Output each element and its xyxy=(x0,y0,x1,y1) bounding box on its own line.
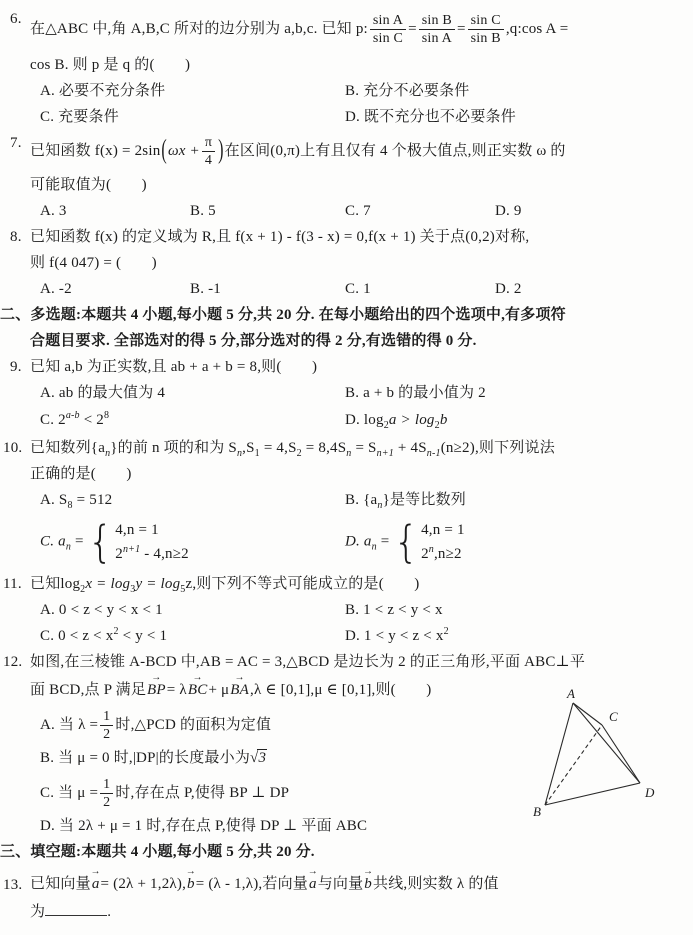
question-6 xyxy=(0,6,693,130)
question-10 xyxy=(0,435,693,571)
q11-stem-text: x = log xyxy=(85,576,131,592)
q9-option-c-text: < 2 xyxy=(79,412,105,428)
edge-AC xyxy=(573,703,602,725)
edge-CD xyxy=(602,725,640,783)
equals-sign: = xyxy=(408,21,417,37)
q10-stem-text: = 4,S xyxy=(259,440,297,456)
vector-b xyxy=(185,866,196,897)
q9-line-1: 已知 a,b 为正实数,且 ab + a + b = 8,则( ) xyxy=(30,359,318,375)
q9-option-d-text: a > log xyxy=(388,412,435,428)
vector-a xyxy=(307,866,318,897)
case-row-1: 4,n = 1 xyxy=(115,522,159,538)
q10-stem-text: = S xyxy=(351,440,377,456)
question-9 xyxy=(0,354,693,435)
q9-options-row-2 xyxy=(30,406,693,435)
subscript-1: 1 xyxy=(254,448,260,459)
q12-stem-text: 面 BCD,点 P 满足 xyxy=(30,682,147,698)
vertex-label-D: D xyxy=(645,785,655,800)
q11-option-c-text: < y < 1 xyxy=(118,628,168,644)
q10-option-c xyxy=(40,518,345,566)
numerator: π xyxy=(202,134,215,152)
question-number: 12. xyxy=(3,654,23,670)
denominator: 4 xyxy=(204,152,213,168)
question-number: 11. xyxy=(3,576,22,592)
exponent: 8 xyxy=(104,410,110,421)
log-base-5: 5 xyxy=(180,584,186,595)
vector-BP xyxy=(147,672,166,703)
case-brace: { xyxy=(393,516,420,568)
q11-option-c-text: C. 0 < z < x xyxy=(40,628,114,644)
case-rows xyxy=(421,518,465,566)
case-row-2 xyxy=(115,542,189,566)
question-number: 6. xyxy=(10,11,22,27)
exponent: n+1 xyxy=(122,544,141,555)
subscript-n-minus-1: n-1 xyxy=(426,448,441,459)
answer-blank xyxy=(45,901,107,916)
vector-letters: b xyxy=(187,876,195,892)
section-3-line-1: 三、填空题:本题共 4 小题,每小题 5 分,共 20 分. xyxy=(0,844,315,860)
numerator: sin B xyxy=(419,12,455,30)
subscript-n: n xyxy=(105,448,111,459)
vector-letters: b xyxy=(364,876,372,892)
q7-option-a: A. 3 xyxy=(40,203,67,219)
q8-line-1: 已知函数 f(x) 的定义域为 R,且 f(x + 1) - f(3 - x) = 0,f(x + 1) 关于点(0,2)对称, xyxy=(30,229,530,245)
q11-option-a: A. 0 < z < y < x < 1 xyxy=(40,602,163,618)
q11-options-row-1 xyxy=(30,597,693,623)
vector-arrow-icon: → xyxy=(363,866,374,877)
numerator: sin C xyxy=(468,12,504,30)
q8-option-d: D. 2 xyxy=(495,281,522,297)
vector-BC xyxy=(187,672,208,703)
fraction xyxy=(100,776,113,811)
case-row-2-rest: - 4,n≥2 xyxy=(140,546,189,562)
q10-option-a xyxy=(40,487,345,513)
log-base: 2 xyxy=(434,420,440,431)
q6-option-b: B. 充分不必要条件 xyxy=(345,83,470,99)
equals-sign: = xyxy=(71,533,88,550)
q12-option-d: D. 当 2λ + μ = 1 时,存在点 P,使得 DP ⊥ 平面 ABC xyxy=(40,818,368,834)
vector-arrow-icon: → xyxy=(185,866,196,877)
q11-stem-text: z,则下列不等式可能成立的是( ) xyxy=(185,576,420,592)
q12-option-a-text: 时,△PCD 的面积为定值 xyxy=(115,717,272,733)
log-base-2: 2 xyxy=(80,584,86,595)
vector-arrow-icon: → xyxy=(234,672,245,683)
q8-option-b: B. -1 xyxy=(190,281,221,297)
tetrahedron-svg xyxy=(525,683,675,833)
q11-line-1 xyxy=(30,571,693,597)
q7-option-c: C. 7 xyxy=(345,203,371,219)
q7-option-d: D. 9 xyxy=(495,203,522,219)
q9-option-c xyxy=(40,406,345,435)
q12-option-c-text: 时,存在点 P,使得 BP ⊥ DP xyxy=(115,785,290,801)
q10-options-row-1 xyxy=(30,487,693,513)
question-7 xyxy=(0,130,693,224)
vector-arrow-icon: → xyxy=(192,672,203,683)
fraction xyxy=(370,12,406,47)
q10-line-1 xyxy=(30,435,693,461)
q12-option-a-text: A. 当 λ = xyxy=(40,717,99,733)
case-row-1: 4,n = 1 xyxy=(421,522,465,538)
denominator: sin B xyxy=(470,30,501,46)
q6-options-row-1 xyxy=(30,78,693,104)
radicand: 3 xyxy=(258,750,267,766)
vector-letters: BC xyxy=(187,682,208,698)
q9-option-a: A. ab 的最大值为 4 xyxy=(40,385,166,401)
q13-stem-text: = (λ - 1,λ),若向量 xyxy=(195,876,308,892)
q6-line-2: cos B. 则 p 是 q 的( ) xyxy=(30,57,191,73)
q6-line-1 xyxy=(30,6,693,52)
q10-option-d-text: D. a xyxy=(345,533,372,550)
vector-letters: BP xyxy=(147,682,166,698)
q7-option-b: B. 5 xyxy=(190,203,216,219)
vertex-label-A: A xyxy=(567,686,576,701)
question-13 xyxy=(0,866,693,925)
q11-options-row-2 xyxy=(30,623,693,649)
q8-option-a: A. -2 xyxy=(40,281,72,297)
subscript-n-plus-1: n+1 xyxy=(376,448,394,459)
section-3-header xyxy=(0,839,693,865)
q11-stem-text: 已知log xyxy=(30,576,81,592)
numerator: 1 xyxy=(100,776,113,794)
fraction xyxy=(202,134,215,169)
q10-stem-text: = 8,4S xyxy=(301,440,347,456)
question-number: 10. xyxy=(3,440,23,456)
denominator: sin C xyxy=(372,30,404,46)
question-number: 7. xyxy=(10,135,22,151)
edge-AB xyxy=(545,703,573,805)
q8-line-2: 则 f(4 047) = ( ) xyxy=(30,255,157,271)
q11-option-d xyxy=(345,623,693,649)
q13-stem-text: 已知向量 xyxy=(30,876,91,892)
section-2-header xyxy=(0,302,693,354)
vertex-label-B: B xyxy=(533,804,542,819)
q9-option-d-text: b xyxy=(439,412,448,428)
subscript-n: n xyxy=(65,541,72,553)
q9-option-c-text: C. 2 xyxy=(40,412,66,428)
piecewise-function xyxy=(393,518,464,566)
piecewise-function xyxy=(88,518,189,566)
question-8 xyxy=(0,224,693,302)
q7-line-2: 可能取值为( ) xyxy=(30,177,147,193)
exponent: n xyxy=(428,544,434,555)
fraction xyxy=(100,708,113,743)
q11-option-c xyxy=(40,623,345,649)
case-rows xyxy=(115,518,189,566)
vector-arrow-icon: → xyxy=(90,866,101,877)
q11-option-d-text: D. 1 < y < z < x xyxy=(345,628,444,644)
q12-stem-text: ,λ ∈ [0,1],μ ∈ [0,1],则( ) xyxy=(250,682,432,698)
section-2-line-2: 合题目要求. 全部选对的得 5 分,部分选对的得 2 分,有选错的得 0 分. xyxy=(30,333,477,349)
left-paren: ( xyxy=(161,135,167,165)
numerator: sin A xyxy=(370,12,406,30)
q10-option-a-text: A. S xyxy=(40,492,68,508)
vector-arrow-icon: → xyxy=(151,672,162,683)
q10-line-2: 正确的是( ) xyxy=(30,466,132,482)
equals-sign: = xyxy=(376,533,394,550)
exponent: 2 xyxy=(443,626,449,637)
q7-stem-text: 已知函数 f(x) = 2sin xyxy=(30,143,161,159)
q12-option-b-text: B. 当 μ = 0 时,|DP|的长度最小为 xyxy=(40,750,251,766)
q9-options-row-1 xyxy=(30,380,693,406)
vector-letters: a xyxy=(308,876,317,892)
subscript-n: n xyxy=(236,448,243,459)
q12-stem-text: + μ xyxy=(208,682,230,698)
subscript-n: n xyxy=(371,541,377,553)
vector-b xyxy=(363,866,374,897)
q10-option-b-text: B. {a xyxy=(345,492,378,508)
vector-arrow-icon: → xyxy=(307,866,318,877)
q6-stem-text: 在△ABC 中,角 A,B,C 所对的边分别为 a,b,c. 已知 p: xyxy=(30,21,368,37)
q6-option-a: A. 必要不充分条件 xyxy=(40,83,166,99)
tetrahedron-figure xyxy=(525,683,675,842)
question-12 xyxy=(0,649,693,839)
q11-option-b: B. 1 < z < y < x xyxy=(345,602,443,618)
exponent: a-b xyxy=(65,410,80,421)
q7-line-1 xyxy=(30,130,693,172)
q10-stem-text: + 4S xyxy=(393,440,427,456)
q7-options-row xyxy=(30,198,693,224)
q12-line-1: 如图,在三棱锥 A-BCD 中,AB = AC = 3,△BCD 是边长为 2 的正三角形,平面 ABC⊥平 xyxy=(30,654,586,670)
log-base: 2 xyxy=(383,420,389,431)
q6-option-d: D. 既不充分也不必要条件 xyxy=(345,109,516,125)
right-paren: ) xyxy=(218,135,224,165)
q10-stem-text: ,S xyxy=(242,440,255,456)
edge-BC-hidden xyxy=(545,725,602,805)
edge-AD xyxy=(573,703,640,783)
q10-option-b xyxy=(345,487,693,513)
vector-a xyxy=(90,866,101,897)
subscript-2: 2 xyxy=(296,448,302,459)
q13-line-2-text: . xyxy=(107,904,112,920)
denominator: sin A xyxy=(421,30,452,46)
vertex-label-C: C xyxy=(609,709,618,724)
subscript-n: n xyxy=(346,448,352,459)
q13-line-2-text: 为 xyxy=(30,904,46,920)
radical-sign: √ xyxy=(250,750,259,766)
q10-option-d xyxy=(345,518,693,566)
q7-stem-text: 在区间(0,π)上有且仅有 4 个极大值点,则正实数 ω 的 xyxy=(224,143,566,159)
vector-letters: a xyxy=(91,876,100,892)
denominator: 2 xyxy=(103,794,111,810)
subscript-n: n xyxy=(377,500,383,511)
q8-options-row xyxy=(30,276,693,302)
q6-options-row-2 xyxy=(30,104,693,130)
q10-option-c-text: C. a xyxy=(40,533,66,550)
question-number: 9. xyxy=(10,359,22,375)
q13-stem-text: 共线,则实数 λ 的值 xyxy=(373,876,499,892)
q9-option-d xyxy=(345,406,693,435)
question-number: 13. xyxy=(3,877,23,893)
case-row-2-base: 2 xyxy=(421,546,429,562)
q6-stem-text: ,q:cos A = xyxy=(505,21,569,37)
log-base-3: 3 xyxy=(130,584,136,595)
vector-letters: BA xyxy=(230,682,250,698)
q10-options-row-2 xyxy=(30,513,693,571)
q13-line-1 xyxy=(30,866,693,899)
q13-line-2 xyxy=(30,899,693,925)
subscript-8: 8 xyxy=(67,500,73,511)
fraction xyxy=(419,12,455,47)
q7-formula-text: ωx + xyxy=(167,143,200,159)
exponent: 2 xyxy=(113,626,119,637)
edge-BD xyxy=(545,783,640,805)
q10-stem-text: (n≥2),则下列说法 xyxy=(440,440,555,456)
q10-option-b-text: }是等比数列 xyxy=(382,492,466,508)
q13-stem-text: 与向量 xyxy=(317,876,364,892)
vector-BA xyxy=(230,672,250,703)
q11-stem-text: y = log xyxy=(135,576,181,592)
q6-option-c: C. 充要条件 xyxy=(40,109,119,125)
q10-option-a-text: = 512 xyxy=(72,492,113,508)
question-number: 8. xyxy=(10,229,22,245)
fraction xyxy=(468,12,504,47)
q10-stem-text: }的前 n 项的和为 S xyxy=(110,440,237,456)
case-row-2 xyxy=(421,542,465,566)
q8-option-c: C. 1 xyxy=(345,281,371,297)
case-row-2-base: 2 xyxy=(115,546,123,562)
q13-stem-text: = (2λ + 1,2λ), xyxy=(100,876,187,892)
denominator: 2 xyxy=(103,726,111,742)
case-row-2-rest: ,n≥2 xyxy=(433,546,462,562)
q12-option-c-text: C. 当 μ = xyxy=(40,785,99,801)
equals-sign: = xyxy=(456,21,466,37)
question-11 xyxy=(0,571,693,649)
q9-option-b: B. a + b 的最小值为 2 xyxy=(345,385,486,401)
square-root xyxy=(250,750,267,766)
case-brace: { xyxy=(87,516,114,568)
section-2-line-1: 二、多选题:本题共 4 小题,每小题 5 分,共 20 分. 在每小题给出的四个选项中,有多项符 xyxy=(0,307,566,323)
numerator: 1 xyxy=(100,708,113,726)
q10-stem-text: 已知数列{a xyxy=(30,440,106,456)
q12-stem-text: = λ xyxy=(166,682,187,698)
q9-option-d-text: D. log xyxy=(345,412,384,428)
